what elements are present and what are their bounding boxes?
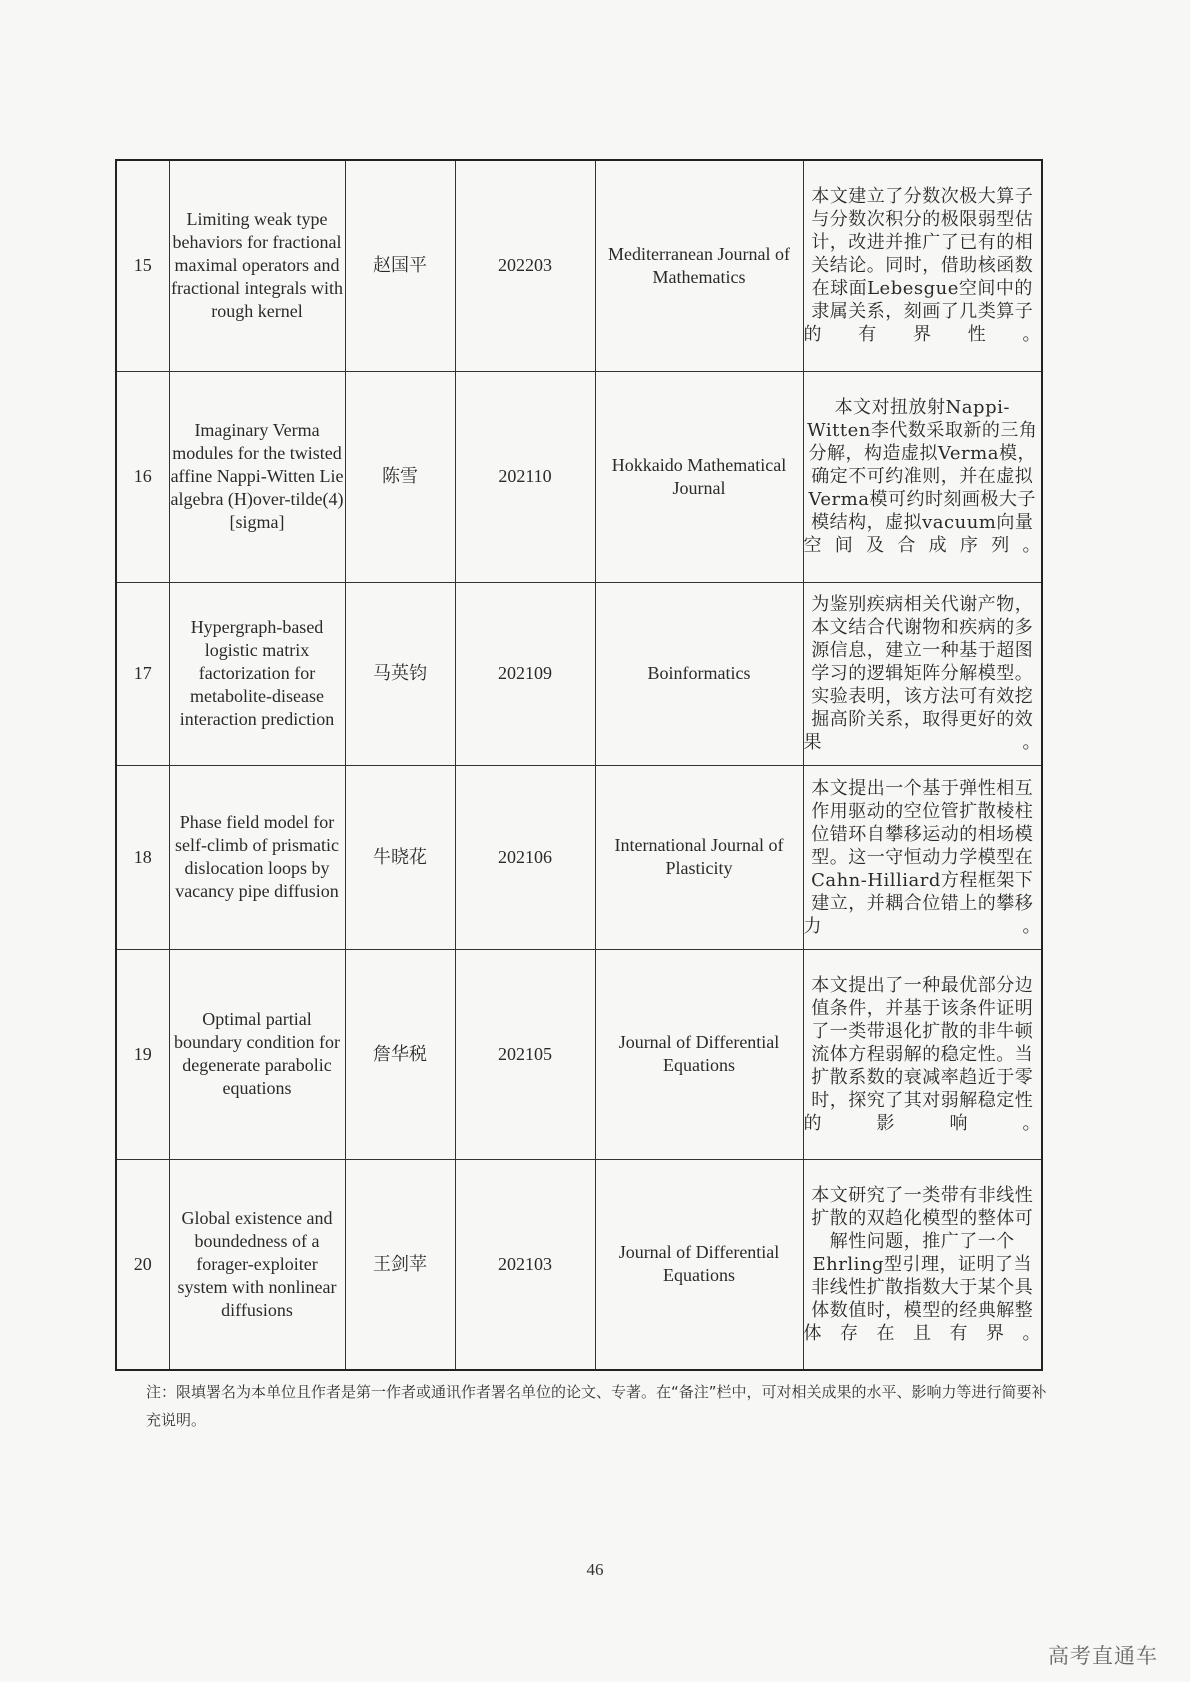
journal-name: International Journal of Plasticity — [595, 765, 803, 949]
seq-number: 19 — [116, 949, 169, 1159]
journal-name: Journal of Differential Equations — [595, 1159, 803, 1370]
remarks: 本文提出了一种最优部分边值条件，并基于该条件证明了一类带退化扩散的非牛顿流体方程弱解的稳定性。当扩散系数的衰减率趋近于零时，探究了其对弱解稳定性的影响。 — [803, 949, 1042, 1159]
page-number: 46 — [586, 1560, 604, 1579]
journal-name: Boinformatics — [595, 582, 803, 765]
table-row — [116, 1159, 1042, 1370]
table-row — [116, 160, 1042, 371]
seq-number: 18 — [116, 765, 169, 949]
table-row — [116, 582, 1042, 765]
research-outputs-table — [115, 159, 1043, 1371]
journal-name: Hokkaido Mathematical Journal — [595, 371, 803, 582]
footnote: 注：限填署名为本单位且作者是第一作者或通讯作者署名单位的论文、专著。在“备注”栏中，可对相关成果的水平、影响力等进行简要补充说明。 — [146, 1383, 1047, 1429]
seq-number: 17 — [116, 582, 169, 765]
author-name: 王剑苹 — [345, 1159, 455, 1370]
author-name: 陈雪 — [345, 371, 455, 582]
paper-title: Phase field model for self-climb of prismatic dislocation loops by vacancy pipe diffusion — [169, 765, 345, 949]
remarks: 为鉴别疾病相关代谢产物，本文结合代谢物和疾病的多源信息，建立一种基于超图学习的逻辑矩阵分解模型。实验表明，该方法可有效挖掘高阶关系，取得更好的效果。 — [803, 582, 1042, 765]
remarks: 本文建立了分数次极大算子与分数次积分的极限弱型估计，改进并推广了已有的相关结论。同时，借助核函数在球面Lebesgue空间中的隶属关系，刻画了几类算子的有界性。 — [803, 160, 1042, 371]
author-name: 赵国平 — [345, 160, 455, 371]
author-name: 马英钧 — [345, 582, 455, 765]
seq-number: 20 — [116, 1159, 169, 1370]
remarks: 本文研究了一类带有非线性扩散的双趋化模型的整体可解性问题，推广了一个Ehrling型引理，证明了当非线性扩散指数大于某个具体数值时，模型的经典解整体存在且有界。 — [803, 1159, 1042, 1370]
publication-date: 202105 — [455, 949, 595, 1159]
publication-date: 202109 — [455, 582, 595, 765]
publication-date: 202203 — [455, 160, 595, 371]
table-row — [116, 949, 1042, 1159]
author-name: 牛晓花 — [345, 765, 455, 949]
publication-date: 202106 — [455, 765, 595, 949]
author-name: 詹华税 — [345, 949, 455, 1159]
table-row — [116, 765, 1042, 949]
watermark-text: 高考直通车 — [1048, 1644, 1158, 1668]
paper-title: Global existence and boundedness of a forager-exploiter system with nonlinear diffusions — [169, 1159, 345, 1370]
journal-name: Journal of Differential Equations — [595, 949, 803, 1159]
paper-title: Imaginary Verma modules for the twisted affine Nappi-Witten Lie algebra (H)over-tilde(4)[sigma] — [169, 371, 345, 582]
table-row — [116, 371, 1042, 582]
seq-number: 15 — [116, 160, 169, 371]
remarks: 本文提出一个基于弹性相互作用驱动的空位管扩散棱柱位错环自攀移运动的相场模型。这一守恒动力学模型在Cahn-Hilliard方程框架下建立，并耦合位错上的攀移力。 — [803, 765, 1042, 949]
paper-title: Hypergraph-based logistic matrix factorization for metabolite-disease interaction prediction — [169, 582, 345, 765]
paper-title: Limiting weak type behaviors for fractional maximal operators and fractional integrals with rough kernel — [169, 160, 345, 371]
remarks: 本文对扭放射Nappi-Witten李代数采取新的三角分解，构造虚拟Verma模，确定不可约准则，并在虚拟Verma模可约时刻画极大子模结构，虚拟vacuum向量空间及合成序列。 — [803, 371, 1042, 582]
publication-date: 202110 — [455, 371, 595, 582]
publication-date: 202103 — [455, 1159, 595, 1370]
paper-title: Optimal partial boundary condition for degenerate parabolic equations — [169, 949, 345, 1159]
journal-name: Mediterranean Journal of Mathematics — [595, 160, 803, 371]
seq-number: 16 — [116, 371, 169, 582]
